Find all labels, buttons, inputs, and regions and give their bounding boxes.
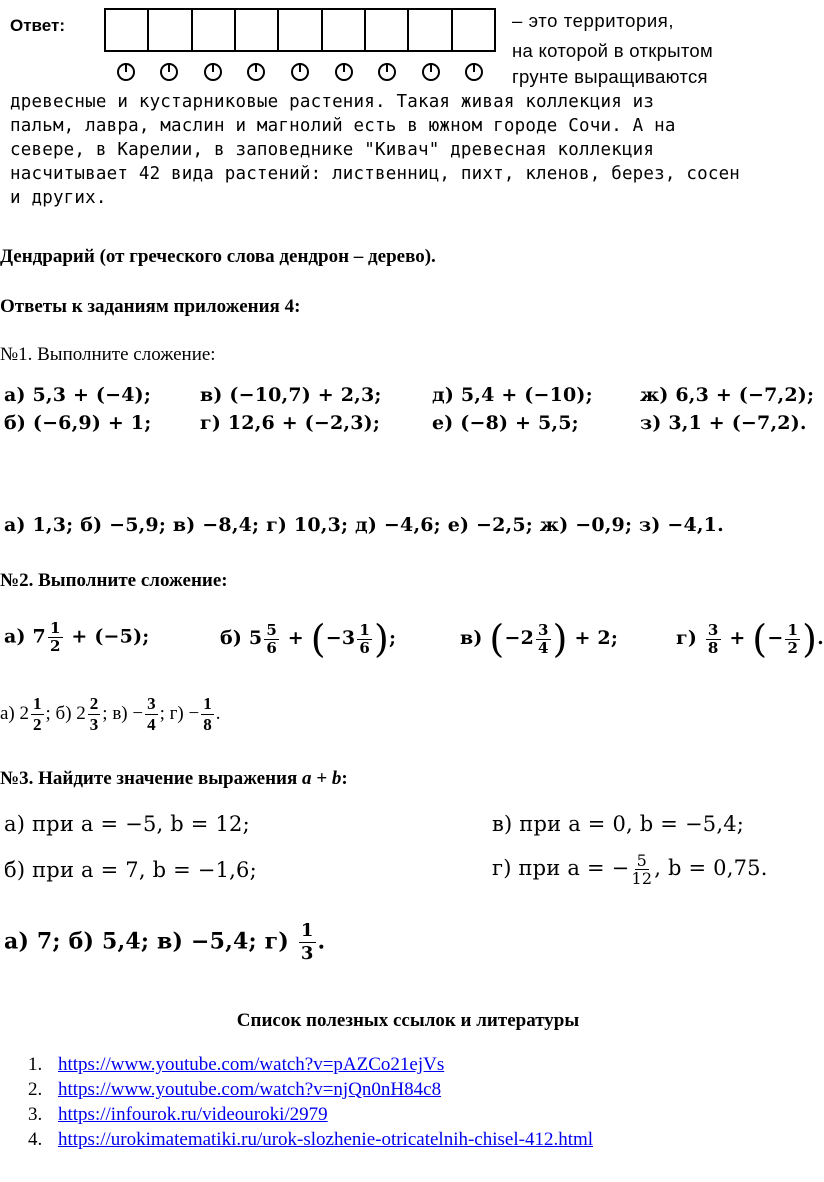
intro-paragraph-line: древесные и кустарниковые растения. Такая живая коллекция из <box>10 92 655 112</box>
grid-circle-marker <box>291 63 309 81</box>
plus: + <box>729 627 746 649</box>
task3-row2 <box>4 848 816 892</box>
denominator: 3 <box>300 943 314 964</box>
close-paren: ) <box>552 617 568 661</box>
fraction <box>536 622 551 657</box>
references-list <box>28 1052 593 1152</box>
answers-text: а) 7; б) 5,4; в) −5,4; г) <box>4 928 289 955</box>
reference-item <box>28 1127 593 1152</box>
fraction <box>264 622 279 657</box>
item-prefix: г) при a = − <box>492 856 630 880</box>
rest: + (−5); <box>71 625 150 648</box>
fraction <box>201 694 214 735</box>
label: а) <box>4 625 26 648</box>
grid-cell <box>106 10 149 50</box>
numerator: 1 <box>49 619 61 637</box>
task3-item-c: в) при a = 0, b = −5,4; <box>492 812 745 836</box>
reference-item <box>28 1052 593 1077</box>
whole: 7 <box>32 625 46 648</box>
item-suffix: , b = 0,75. <box>654 856 768 880</box>
numerator: 1 <box>33 694 42 713</box>
answer-grid <box>104 8 496 52</box>
intro-paragraph-line: насчитывает 42 вида растений: лиственниц, пихт, кленов, берез, сосен <box>10 164 741 184</box>
numerator: 1 <box>300 920 314 941</box>
grid-circle-marker <box>335 63 353 81</box>
fraction <box>706 622 721 657</box>
grid-circle-marker <box>247 63 265 81</box>
fraction <box>631 852 652 887</box>
open-paren: ( <box>489 617 505 661</box>
numerator: 2 <box>89 694 99 713</box>
answer-label: Ответ: <box>10 16 65 35</box>
appendix-title: Ответы к заданиям приложения 4: <box>0 296 301 317</box>
fraction <box>88 694 101 735</box>
numerator: 1 <box>203 694 212 713</box>
task1-item: г) 12,6 + (−2,3); <box>200 412 381 434</box>
task3-title-expression: a + b <box>302 768 342 789</box>
end: . <box>817 627 824 649</box>
fraction <box>785 622 800 657</box>
denominator: 2 <box>33 715 42 734</box>
reference-item <box>28 1077 593 1102</box>
reference-number: 4. <box>28 1129 43 1150</box>
open-paren: ( <box>752 617 768 661</box>
task2-exercises <box>4 612 824 672</box>
answer-part: ; г) − <box>159 702 200 724</box>
numerator: 1 <box>787 620 799 639</box>
inner-whole: −2 <box>504 627 534 649</box>
task1-item: в) (−10,7) + 2,3; <box>200 384 382 406</box>
numerator: 1 <box>359 620 370 639</box>
task2-answers <box>0 694 220 735</box>
numerator: 3 <box>538 620 549 639</box>
intro-paragraph-line: и других. <box>10 188 107 208</box>
task1-item: а) 5,3 + (−4); <box>4 384 152 406</box>
task3-item-d <box>492 852 768 887</box>
grid-cell <box>453 10 494 50</box>
close-paren: ) <box>802 617 818 661</box>
numerator: 5 <box>636 851 648 870</box>
reference-item <box>28 1102 593 1127</box>
denominator: 3 <box>89 715 99 734</box>
denominator: 6 <box>359 638 370 657</box>
whole: 5 <box>248 627 263 649</box>
inner-whole: −3 <box>325 627 356 649</box>
denominator: 2 <box>49 637 61 655</box>
answer-part: ; в) − <box>102 702 144 724</box>
intro-paragraph-line: пальм, лавра, маслин и магнолий есть в южном городе Сочи. А на <box>10 116 676 136</box>
label: г) <box>676 627 698 649</box>
end: + 2; <box>574 627 619 649</box>
reference-number: 2. <box>28 1079 43 1100</box>
task1-item: д) 5,4 + (−10); <box>432 384 593 406</box>
task2-item-c <box>460 617 619 661</box>
task2-item-b <box>220 617 397 661</box>
sign: − <box>767 627 784 649</box>
grid-cell <box>236 10 279 50</box>
grid-cell <box>193 10 236 50</box>
denominator: 4 <box>147 715 156 734</box>
fraction <box>48 620 63 655</box>
task1-item: ж) 6,3 + (−7,2); <box>640 384 815 406</box>
denominator: 4 <box>538 638 549 657</box>
task2-item-d <box>676 617 824 661</box>
grid-cell <box>366 10 409 50</box>
fraction <box>31 694 44 735</box>
task1-item: е) (−8) + 5,5; <box>432 412 579 434</box>
plus: + <box>287 627 304 649</box>
grid-circle-marker <box>204 63 222 81</box>
answers-end: . <box>317 928 326 955</box>
grid-cell <box>149 10 192 50</box>
intro-line-1: – это территория, <box>512 10 675 31</box>
task3-title-text: №3. Найдите значение выражения <box>0 768 302 789</box>
grid-circle-marker <box>160 63 178 81</box>
task3-title-end: : <box>341 768 348 789</box>
close-paren: ) <box>373 617 389 661</box>
intro-paragraph-line: севере, в Карелии, в заповеднике "Кивач" древесная коллекция <box>10 140 655 160</box>
denominator: 8 <box>707 638 719 657</box>
label: в) <box>460 627 483 649</box>
reference-link[interactable]: https://www.youtube.com/watch?v=njQn0nH84c8 <box>58 1079 442 1100</box>
grid-circle-marker <box>378 63 396 81</box>
end: ; <box>389 627 397 649</box>
task1-item: б) (−6,9) + 1; <box>4 412 152 434</box>
task3-answers <box>4 920 325 965</box>
numerator: 5 <box>266 620 277 639</box>
references-title: Список полезных ссылок и литературы <box>236 1010 580 1031</box>
task3-item-b: б) при a = 7, b = −1,6; <box>4 858 257 882</box>
task3-title <box>0 768 348 790</box>
task1-answers: а) 1,3; б) −5,9; в) −8,4; г) 10,3; д) −4,6; е) −2,5; ж) −0,9; з) −4,1. <box>4 514 724 536</box>
task2-item-a <box>4 620 150 655</box>
grid-circle-marker <box>117 63 135 81</box>
fraction <box>357 622 372 657</box>
task1-title: №1. Выполните сложение: <box>0 344 216 365</box>
grid-cell <box>323 10 366 50</box>
task2-title: №2. Выполните сложение: <box>0 570 228 591</box>
intro-paragraph <box>10 90 810 210</box>
open-paren: ( <box>310 617 326 661</box>
intro-line-3: грунте выращиваются <box>512 66 708 87</box>
denominator: 2 <box>787 638 799 657</box>
grid-cell <box>279 10 322 50</box>
reference-link[interactable]: https://infourok.ru/videouroki/2979 <box>58 1104 328 1125</box>
reference-link[interactable]: https://urokimatematiki.ru/urok-slozhenie-otricatelnih-chisel-412.html <box>58 1129 594 1150</box>
task3-item-a: а) при a = −5, b = 12; <box>4 812 250 836</box>
reference-number: 3. <box>28 1104 43 1125</box>
reference-link[interactable]: https://www.youtube.com/watch?v=pAZCo21ejVs <box>58 1054 445 1075</box>
answer-word: Дендрарий (от греческого слова дендрон – дерево). <box>0 246 436 267</box>
grid-circle-marker <box>465 63 483 81</box>
intro-line-2: на которой в открытом <box>512 40 714 61</box>
answer-part: . <box>215 702 221 724</box>
denominator: 12 <box>631 869 653 888</box>
fraction <box>145 694 158 735</box>
answer-part: ; б) 2 <box>45 702 86 724</box>
fraction <box>299 920 316 965</box>
task1-item: з) 3,1 + (−7,2). <box>640 412 807 434</box>
grid-circle-marker <box>422 63 440 81</box>
denominator: 8 <box>203 715 212 734</box>
numerator: 3 <box>707 620 719 639</box>
label: б) <box>220 627 243 649</box>
denominator: 6 <box>266 638 277 657</box>
reference-number: 1. <box>28 1054 43 1075</box>
grid-cell <box>409 10 452 50</box>
answer-part: а) 2 <box>0 702 30 724</box>
numerator: 3 <box>147 694 156 713</box>
